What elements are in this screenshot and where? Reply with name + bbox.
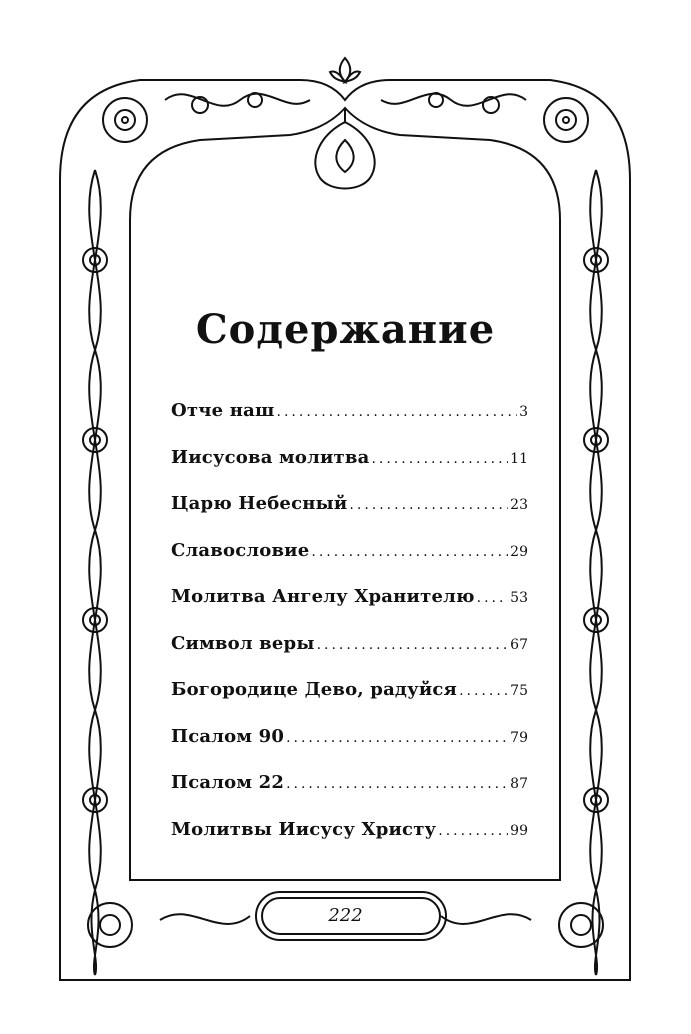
toc-entry	[171, 493, 528, 540]
toc-entry	[171, 586, 528, 633]
toc-entry	[171, 772, 528, 819]
dot-leader	[286, 776, 508, 792]
toc-entry-page: 23	[510, 497, 528, 513]
dot-leader	[477, 590, 509, 606]
toc-entry-page: 99	[510, 822, 528, 839]
toc-entry-page: 87	[510, 776, 528, 792]
toc-entry-label: Иисусова молитва	[171, 446, 370, 468]
toc-entry	[171, 400, 528, 447]
dot-leader	[311, 544, 508, 560]
table-of-contents	[171, 400, 528, 865]
dot-leader	[349, 497, 508, 513]
page-number: 222	[328, 905, 363, 926]
toc-entry-label: Молитва Ангелу Хранителю	[171, 586, 475, 607]
toc-entry	[171, 726, 528, 773]
toc-entry-label: Царю Небесный	[171, 493, 348, 514]
dot-leader	[317, 637, 509, 653]
toc-entry-page: 11	[510, 450, 528, 467]
dot-leader	[371, 451, 508, 467]
toc-entry-label: Символ веры	[171, 632, 315, 654]
toc-entry	[171, 540, 528, 587]
dot-leader	[438, 823, 508, 839]
toc-entry	[171, 679, 528, 726]
toc-entry-page: 29	[510, 543, 528, 560]
toc-entry	[171, 447, 528, 494]
dot-leader	[277, 404, 518, 420]
toc-entry-label: Славословие	[171, 539, 310, 561]
toc-entry-label: Отче наш	[171, 400, 275, 421]
toc-entry-page: 53	[510, 590, 528, 606]
toc-entry	[171, 633, 528, 680]
toc-entry-label: Псалом 90	[171, 725, 285, 747]
toc-entry-page: 79	[510, 729, 528, 746]
toc-entry-label: Богородице Дево, радуйся	[171, 679, 458, 700]
toc-entry-page: 67	[510, 636, 528, 653]
toc-entry	[171, 819, 528, 866]
toc-entry-label: Молитвы Иисусу Христу	[171, 818, 437, 840]
dot-leader	[459, 683, 508, 699]
page-title: Содержание	[195, 306, 496, 353]
toc-entry-page: 75	[510, 683, 528, 699]
toc-entry-label: Псалом 22	[171, 772, 285, 793]
toc-entry-page: 3	[519, 404, 528, 420]
dot-leader	[286, 730, 508, 746]
